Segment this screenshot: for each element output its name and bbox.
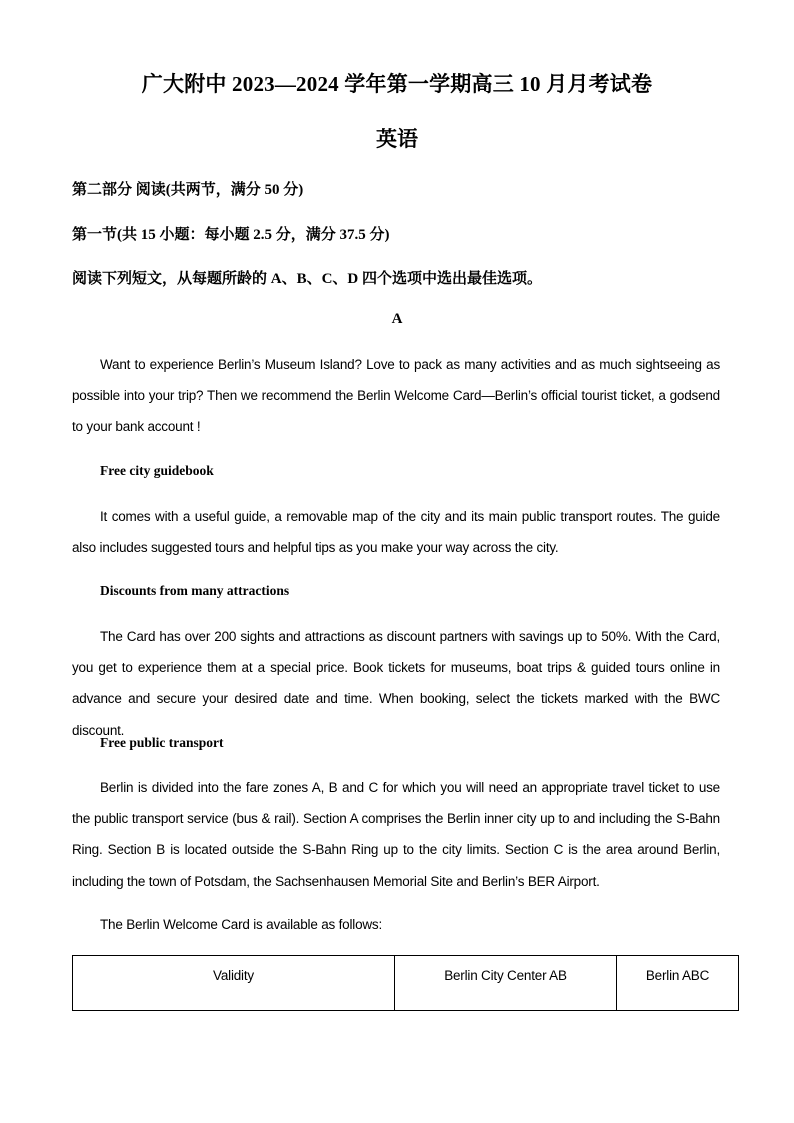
section-heading-guidebook: Free city guidebook: [100, 463, 214, 478]
section-heading: 第一节(共 15 小题：每小题 2.5 分，满分 37.5 分): [72, 227, 390, 243]
section-body-guidebook: It comes with a useful guide, a removable map of the city and its main public transport routes. The guide also includes suggested tours and helpful tips as you make your way across the city.: [72, 509, 720, 556]
part-heading: 第二部分 阅读(共两节，满分 50 分): [72, 182, 304, 198]
section-body-transport: Berlin is divided into the fare zones A, B and C for which you will need an appropriate travel ticket to use the public transport service (bus & rail). Section A comprises the Berlin inner city up to and including the S-Bahn Ring. Section B is located outside the S-Bahn Ring up to the city limits. Section C is the area around Berlin, including the town of Potsdam, the Sachsenhausen Memorial Site and Berlin’s BER Airport.: [72, 780, 720, 889]
table-header-validity: Validity: [73, 956, 395, 1011]
table-header-city-center-ab: Berlin City Center AB: [395, 956, 617, 1011]
passage-letter: A: [391, 311, 403, 327]
section-body-discounts: The Card has over 200 sights and attractions as discount partners with savings up to 50%. With the Card, you get to experience them at a special price. Book tickets for museums, boat trips & guided tours online in advance and secure your desired date and time. When booking, select the tickets marked with the BWC discount.: [72, 629, 720, 738]
section-heading-discounts: Discounts from many attractions: [100, 583, 290, 598]
direction-text: 阅读下列短文，从每题所龄的 A、B、C、D 四个选项中选出最佳选项。: [72, 271, 543, 287]
table-row: [73, 956, 739, 1011]
subject-title: 英语: [376, 127, 418, 151]
table-header-abc: Berlin ABC: [617, 956, 739, 1011]
intro-paragraph: Want to experience Berlin’s Museum Island? Love to pack as many activities and as much sightseeing as possible into your trip? Then we recommend the Berlin Welcome Card—Berlin’s official tourist ticket, a godsend to your bank account !: [72, 357, 720, 435]
section-heading-transport: Free public transport: [100, 735, 224, 750]
welcome-card-table: [72, 955, 739, 1011]
table-lead-text: The Berlin Welcome Card is available as follows:: [100, 917, 383, 932]
exam-title: 广大附中 2023—2024 学年第一学期高三 10 月月考试卷: [141, 72, 653, 96]
